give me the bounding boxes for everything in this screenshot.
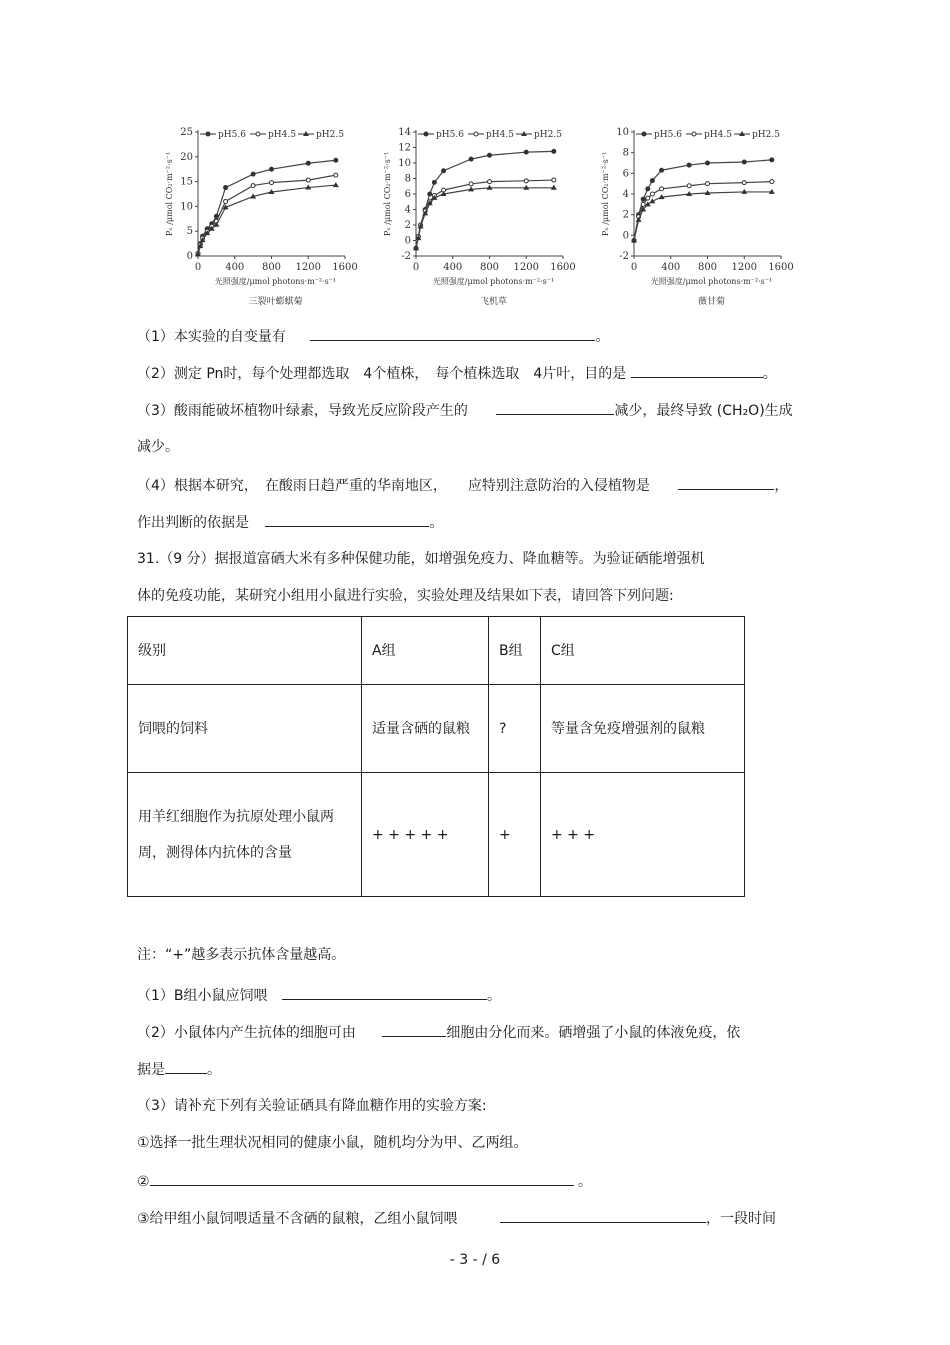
data-point: [524, 179, 528, 183]
y-tick-label: 25: [180, 127, 193, 138]
question-30-4-cont: [137, 512, 443, 533]
y-tick-label: 8: [404, 173, 411, 185]
data-point: [660, 187, 664, 191]
legend-label: pH4.5: [486, 130, 514, 140]
q1-end: 。: [595, 329, 610, 345]
step-3: [137, 1208, 776, 1229]
chart-svg-1: [358, 118, 576, 318]
step-2: [137, 1171, 592, 1192]
question-30-3: [137, 400, 793, 421]
step3-text: ③给甲组小鼠饲喂适量不含硒的鼠粮，乙组小鼠饲喂: [137, 1211, 458, 1227]
step2-blank[interactable]: [150, 1171, 574, 1186]
question-31-intro-1: 31.（9 分）据报道富硒大米有多种保健功能，如增强免疫力、降血糖等。为验证硒能增强机: [137, 551, 705, 567]
q4-cont-end: 。: [429, 515, 444, 531]
step2-marker: ②: [137, 1174, 150, 1190]
table-cell: + + +: [541, 773, 745, 897]
data-point: [488, 180, 492, 184]
chart-svg-0: [140, 118, 358, 318]
q4-comma: ，: [774, 478, 789, 494]
series-line-pH2.5: [198, 185, 336, 254]
data-point: [333, 182, 339, 187]
chart-sanlieye: [140, 118, 358, 318]
experiment-table: [127, 616, 745, 897]
table-row: [128, 685, 745, 773]
x-tick-label: 1600: [550, 262, 576, 273]
step2-end: 。: [578, 1174, 593, 1190]
s2-text: （2）小鼠体内产生抗体的细胞可由: [137, 1025, 356, 1041]
q1-text: （1）本实验的自变量有: [137, 329, 286, 345]
step3-blank[interactable]: [500, 1208, 706, 1223]
y-tick-label: 10: [180, 201, 193, 213]
y-tick-label: 14: [398, 127, 411, 138]
table-cell: 等量含免疫增强剂的鼠粮: [541, 685, 745, 773]
y-tick-label: -2: [401, 251, 411, 262]
x-tick-label: 1600: [332, 262, 358, 273]
data-point: [742, 160, 746, 164]
figure-charts: [140, 118, 800, 318]
legend-label: pH5.6: [436, 130, 464, 140]
data-point: [552, 149, 556, 153]
legend-label: pH4.5: [704, 130, 732, 140]
x-tick-label: 0: [412, 262, 420, 273]
q2-blank[interactable]: [631, 363, 763, 378]
data-point: [641, 197, 645, 201]
table-cell: 适量含硒的鼠粮: [362, 685, 489, 773]
legend-marker: [692, 132, 696, 136]
question-30-4: [137, 475, 788, 496]
data-point: [469, 182, 473, 186]
question-31-3: （3）请补充下列有关验证硒具有降血糖作用的实验方案:: [137, 1098, 487, 1114]
y-tick-label: 2: [404, 220, 411, 231]
table-note: 注：“+”越多表示抗体含量越高。: [137, 947, 346, 963]
q3-end: 减少，最终导致 (CH₂O)生成: [614, 403, 793, 419]
s1-blank[interactable]: [282, 985, 487, 1000]
q2-text: （2）测定 Pn时，每个处理都选取 4个植株， 每个植株选取 4片叶，目的是: [137, 366, 627, 382]
table-cell: 饲喂的饲料: [128, 685, 362, 773]
q1-blank[interactable]: [310, 326, 595, 341]
y-tick-label: 0: [186, 251, 193, 262]
y-tick-label: 0: [404, 235, 411, 247]
legend-marker: [424, 132, 428, 136]
x-tick-label: 800: [261, 262, 282, 273]
data-point: [488, 153, 492, 157]
data-point: [224, 199, 228, 203]
question-31-2: [137, 1022, 740, 1043]
y-tick-label: 6: [622, 168, 629, 180]
data-point: [687, 163, 691, 167]
data-point: [687, 184, 691, 188]
q3-text: （3）酸雨能破坏植物叶绿素，导致光反应阶段产生的: [137, 403, 468, 419]
chart-weiganju: [576, 118, 794, 318]
data-point: [641, 202, 645, 206]
legend-label: pH2.5: [534, 130, 562, 140]
y-tick-label: 6: [404, 189, 411, 200]
data-point: [432, 180, 436, 184]
data-point: [428, 192, 432, 196]
y-tick-label: 15: [180, 176, 193, 188]
y-tick-label: 8: [622, 147, 629, 159]
data-point: [706, 182, 710, 186]
legend-marker: [642, 132, 646, 136]
q4-blank-1[interactable]: [678, 475, 774, 490]
series-line-pH4.5: [416, 180, 554, 248]
q4-blank-2[interactable]: [265, 512, 429, 527]
y-tick-label: 0: [622, 230, 629, 242]
step3-end: ，一段时间: [706, 1211, 777, 1227]
table-cell: ?: [489, 685, 541, 773]
page-number: - 3 - / 6: [449, 1252, 501, 1268]
data-point: [706, 161, 710, 165]
x-tick-label: 0: [630, 262, 638, 273]
q2-end: 。: [762, 366, 777, 382]
legend-label: pH5.6: [654, 130, 682, 140]
series-line-pH4.5: [634, 182, 772, 241]
s1-end: 。: [486, 988, 501, 1004]
chart-title: 薇甘菊: [697, 297, 726, 307]
legend-label: pH2.5: [316, 130, 344, 140]
question-30-2: [137, 363, 777, 384]
question-31-2-cont: [137, 1059, 221, 1080]
legend-marker: [206, 132, 210, 136]
legend-label: pH5.6: [218, 130, 246, 140]
s2-cont-end: 。: [207, 1062, 221, 1078]
x-tick-label: 400: [661, 262, 681, 273]
x-axis-label: 光照强度/μmol photons·m⁻²·s⁻¹: [650, 277, 773, 286]
legend-label: pH2.5: [752, 130, 780, 140]
y-axis-label: Pₙ /μmol CO₂·m⁻²·s⁻¹: [165, 151, 174, 237]
data-point: [660, 168, 664, 172]
x-tick-label: 400: [225, 262, 245, 273]
y-tick-label: -2: [619, 251, 629, 262]
x-tick-label: 0: [194, 262, 202, 273]
s2-blank-2[interactable]: [165, 1059, 207, 1074]
data-point: [306, 161, 310, 165]
q4-text: （4）根据本研究， 在酸雨日趋严重的华南地区， 应特别注意防治的入侵植物是: [137, 478, 650, 494]
data-point: [770, 180, 774, 184]
s2-cont-text: 据是: [137, 1062, 165, 1078]
legend-marker: [474, 132, 478, 136]
s1-text: （1）B组小鼠应饲喂: [137, 988, 268, 1004]
y-tick-label: 12: [398, 142, 411, 154]
data-point: [650, 192, 654, 196]
data-point: [334, 158, 338, 162]
q3-continuation: 减少。: [137, 439, 179, 455]
data-point: [524, 150, 528, 154]
chart-feijicao: [358, 118, 576, 318]
s2-blank-1[interactable]: [382, 1022, 446, 1037]
chart-title: 飞机草: [479, 297, 508, 307]
table-row: [128, 773, 745, 897]
question-31-intro-2: 体的免疫功能，某研究小组用小鼠进行实验，实验处理及结果如下表，请回答下列问题:: [137, 588, 674, 604]
data-point: [552, 178, 556, 182]
step-1: ①选择一批生理状况相同的健康小鼠，随机均分为甲、乙两组。: [137, 1135, 528, 1151]
data-point: [469, 157, 473, 161]
x-axis-label: 光照强度/μmol photons·m⁻²·s⁻¹: [432, 277, 555, 286]
x-tick-label: 1200: [513, 262, 539, 273]
q4-cont-text: 作出判断的依据是: [137, 515, 249, 531]
data-point: [224, 186, 228, 190]
data-point: [270, 167, 274, 171]
y-tick-label: 2: [622, 209, 629, 221]
y-tick-label: 20: [180, 151, 193, 163]
x-tick-label: 400: [443, 262, 463, 273]
data-point: [646, 196, 650, 200]
y-tick-label: 4: [622, 189, 629, 200]
series-line-pH5.6: [198, 160, 336, 253]
question-30-1: [137, 326, 609, 347]
chart-title: 三裂叶蟛蜞菊: [248, 297, 303, 307]
x-tick-label: 1200: [295, 262, 321, 273]
data-point: [646, 187, 650, 191]
data-point: [270, 181, 274, 185]
table-header-cell: B组: [489, 617, 541, 685]
table-cell: 用羊红细胞作为抗原处理小鼠两周，测得体内抗体的含量: [128, 773, 362, 897]
y-axis-label: Pₙ /μmol CO₂·m⁻²·s⁻¹: [383, 151, 392, 237]
y-axis-label: Pₙ /μmol CO₂·m⁻²·s⁻¹: [601, 151, 610, 237]
y-tick-label: 10: [398, 158, 411, 169]
data-point: [645, 201, 651, 206]
series-line-pH2.5: [634, 192, 772, 241]
data-point: [650, 179, 654, 183]
legend-marker: [256, 132, 260, 136]
data-point: [251, 184, 255, 188]
table-row: [128, 617, 745, 685]
data-point: [306, 178, 310, 182]
x-axis-label: 光照强度/μmol photons·m⁻²·s⁻¹: [214, 277, 337, 286]
y-tick-label: 10: [616, 127, 629, 138]
table-cell: +: [489, 773, 541, 897]
chart-svg-2: [576, 118, 794, 318]
data-point: [770, 158, 774, 162]
data-point: [442, 169, 446, 173]
y-tick-label: 5: [186, 226, 193, 238]
table-header-cell: C组: [541, 617, 745, 685]
data-point: [251, 172, 255, 176]
x-tick-label: 800: [697, 262, 718, 273]
data-point: [742, 181, 746, 185]
q3-blank[interactable]: [496, 400, 614, 415]
table-cell: + + + + +: [362, 773, 489, 897]
y-tick-label: 4: [404, 204, 411, 216]
x-tick-label: 1600: [768, 262, 794, 273]
x-tick-label: 800: [479, 262, 500, 273]
x-tick-label: 1200: [731, 262, 757, 273]
table-header-cell: A组: [362, 617, 489, 685]
series-line-pH2.5: [416, 188, 554, 248]
legend-label: pH4.5: [268, 130, 296, 140]
data-point: [334, 173, 338, 177]
s2-end: 细胞由分化而来。硒增强了小鼠的体液免疫，依: [446, 1025, 741, 1041]
table-header-cell: 级别: [128, 617, 362, 685]
question-31-1: [137, 985, 501, 1006]
